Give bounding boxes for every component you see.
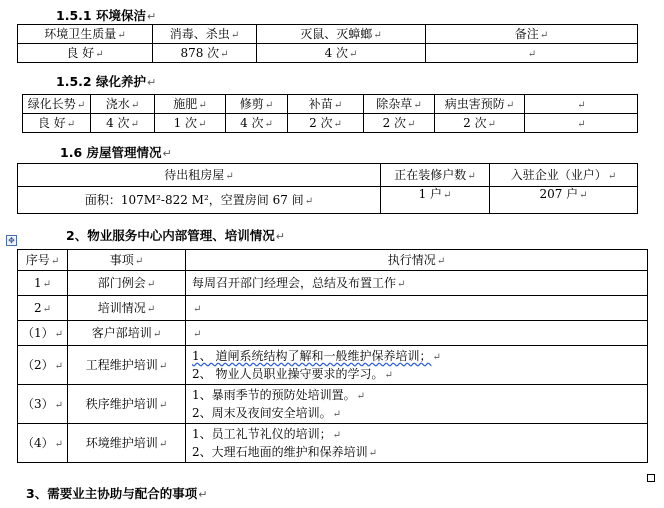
table-header: 待出租房屋↵ [18, 164, 381, 187]
table-header: 消毒、杀虫↵ [153, 25, 257, 44]
table-row [18, 296, 648, 321]
table-cell: 4 次↵ [226, 114, 288, 133]
table-header: 环境卫生质量↵ [18, 25, 153, 44]
table-header: 入驻企业（业户）↵ [490, 164, 638, 187]
table-cell: 4 次↵ [257, 44, 426, 63]
table-cell: 4 次↵ [91, 114, 155, 133]
table-cell: （2）↵ [18, 346, 68, 385]
table-cell: 1 次↵ [155, 114, 226, 133]
table-header: 执行情况↵ [186, 250, 648, 271]
table-header: ↵ [525, 95, 638, 114]
table-cell: 1、暴雨季节的预防处培训置。↵ 2、周末及夜间安全培训。↵ [186, 385, 648, 424]
section-green-title: 1.5.2 绿化养护↵ [56, 74, 157, 89]
table-header: 序号↵ [18, 250, 68, 271]
section-housing-title: 1.6 房屋管理情况↵ [60, 145, 172, 160]
table-cell: 部门例会↵ [68, 271, 186, 296]
table-cell: 1、员工礼节礼仪的培训；↵ 2、大理石地面的维护和保养培训↵ [186, 424, 648, 463]
table-cell: 2 次↵ [435, 114, 525, 133]
section-env-title: 1.5.1 环境保洁↵ [56, 8, 157, 23]
table-row [18, 187, 638, 214]
table-cell: （3）↵ [18, 385, 68, 424]
table-row [18, 424, 648, 463]
table-cell: ↵ [186, 321, 648, 346]
table-header: 补苗↵ [288, 95, 364, 114]
table-cell: 良 好↵ [23, 114, 91, 133]
green-table [22, 94, 638, 133]
table-cell: （4）↵ [18, 424, 68, 463]
table-cell: 环境维护培训↵ [68, 424, 186, 463]
table-cell: 培训情况↵ [68, 296, 186, 321]
table-move-handle-icon[interactable]: ✥ [6, 235, 17, 246]
table-cell: 良 好↵ [18, 44, 153, 63]
table-cell: 878 次↵ [153, 44, 257, 63]
table-cell: ↵ [426, 44, 638, 63]
table-cell: （1）↵ [18, 321, 68, 346]
table-cell: 2↵ [18, 296, 68, 321]
table-header: 施肥↵ [155, 95, 226, 114]
table-header: 浇水↵ [91, 95, 155, 114]
table-header: 正在装修户数↵ [381, 164, 490, 187]
table-row [18, 346, 648, 385]
table-header: 事项↵ [68, 250, 186, 271]
table-header: 备注↵ [426, 25, 638, 44]
table-resize-handle[interactable] [647, 474, 655, 482]
table-row [18, 385, 648, 424]
table-header: 绿化长势↵ [23, 95, 91, 114]
table-row [18, 25, 638, 44]
table-row [23, 114, 638, 133]
table-cell: 工程维护培训↵ [68, 346, 186, 385]
table-cell: 1↵ [18, 271, 68, 296]
section-owner-title: 3、需要业主协助与配合的事项↵ [26, 486, 208, 501]
table-cell: 客户部培训↵ [68, 321, 186, 346]
table-cell: 2 次↵ [288, 114, 364, 133]
table-cell: 2 次↵ [364, 114, 435, 133]
section-internal-title: 2、物业服务中心内部管理、培训情况↵ [66, 228, 285, 243]
table-cell: ↵ [186, 296, 648, 321]
table-row [18, 271, 648, 296]
internal-table [17, 249, 648, 463]
table-header: 除杂草↵ [364, 95, 435, 114]
table-row [18, 321, 648, 346]
table-header: 灭鼠、灭蟑螂↵ [257, 25, 426, 44]
table-header: 病虫害预防↵ [435, 95, 525, 114]
table-cell: ↵ [525, 114, 638, 133]
table-cell: 每周召开部门经理会，总结及布置工作↵ [186, 271, 648, 296]
housing-table [17, 163, 638, 214]
table-row [23, 95, 638, 114]
table-row [18, 250, 648, 271]
table-cell: 1 户↵ [381, 187, 490, 214]
env-table [17, 24, 638, 63]
table-cell: 面积：107M²-822 M²，空置房间 67 间↵ [18, 187, 381, 214]
table-row [18, 44, 638, 63]
table-cell: 秩序维护培训↵ [68, 385, 186, 424]
table-row [18, 164, 638, 187]
table-cell: 1、 道闸系统结构了解和一般维护保养培训；↵ 2、 物业人员职业操守要求的学习。↵ [186, 346, 648, 385]
table-cell: 207 户↵ [490, 187, 638, 214]
table-header: 修剪↵ [226, 95, 288, 114]
